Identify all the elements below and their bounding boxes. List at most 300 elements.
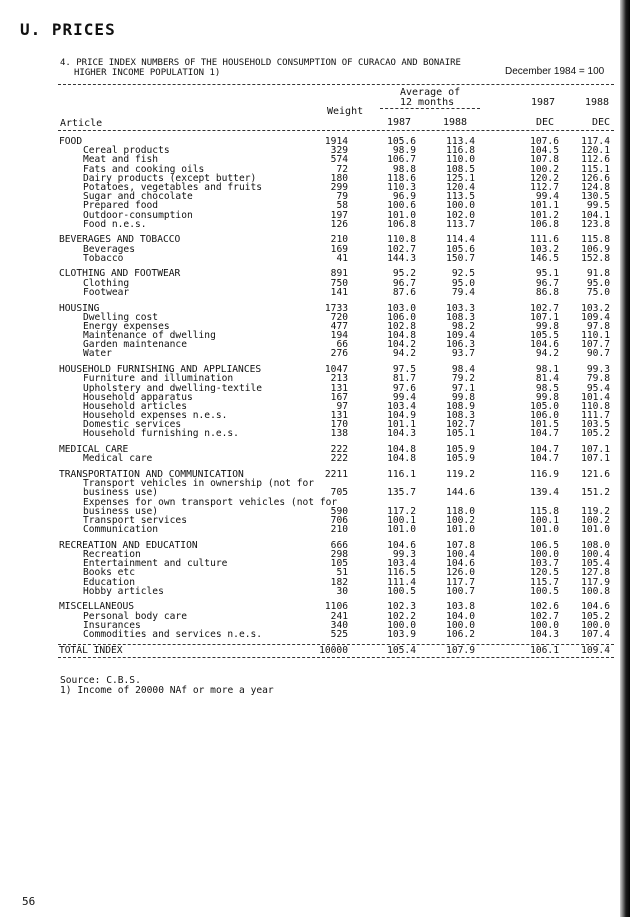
cell-weight: 97 [336, 400, 348, 412]
cell-dec87: 102.7 [530, 302, 559, 314]
row-label: Medical care [83, 453, 153, 465]
row-label: RECREATION AND EDUCATION [59, 539, 198, 551]
cell-avg87: 103.4 [387, 558, 416, 570]
cell-dec87: 105.5 [530, 330, 559, 342]
cell-dec87: 103.2 [530, 243, 559, 255]
cell-avg88: 118.0 [446, 505, 475, 517]
row-label: Books etc [83, 567, 135, 579]
cell-avg88: 126.0 [446, 567, 475, 579]
cell-avg87: 94.2 [392, 348, 416, 360]
cell-dec88: 95.0 [586, 277, 610, 289]
cell-avg87: 106.7 [387, 154, 416, 166]
cell-avg88: 113.4 [446, 136, 475, 147]
cell-weight: 72 [336, 163, 348, 175]
cell-avg87: 105.6 [387, 136, 416, 147]
cell-dec88: 97.8 [586, 320, 610, 332]
cell-avg87: 116.5 [387, 567, 416, 579]
header-top-rule [58, 84, 614, 85]
cell-avg88: 104.6 [446, 558, 475, 570]
cell-dec87: 100.2 [530, 163, 559, 175]
cell-avg88: 125.1 [446, 172, 475, 184]
table-row [0, 220, 630, 229]
cell-dec87: 139.4 [530, 487, 559, 499]
cell-avg87: 100.5 [387, 585, 416, 597]
row-label: business use) [83, 505, 159, 517]
row-label: HOUSING [59, 302, 100, 314]
cell-avg88: 103.8 [446, 601, 475, 613]
row-label: Transport vehicles in ownership (not for [83, 478, 315, 490]
cell-avg87: 104.3 [387, 428, 416, 440]
cell-avg88: 98.4 [451, 364, 475, 376]
row-label: Maintenance of dwelling [83, 330, 216, 342]
cell-avg88: 97.1 [451, 382, 475, 394]
cell-avg87: 103.4 [387, 400, 416, 412]
row-label: Commodities and services n.e.s. [83, 629, 263, 640]
cell-dec87: 95.1 [535, 268, 559, 280]
row-label: Food n.e.s. [83, 218, 147, 230]
cell-dec88: 75.0 [586, 286, 610, 298]
cell-avg88: 113.5 [446, 191, 475, 203]
cell-avg87: 103.9 [387, 629, 416, 640]
row-label: Household articles [83, 400, 187, 412]
cell-dec88: 117.9 [581, 576, 610, 588]
header-article: Article [60, 118, 103, 129]
cell-dec87: 104.7 [530, 428, 559, 440]
cell-dec88: 107.1 [581, 453, 610, 465]
row-label: Expenses for own transport vehicles (not for [83, 496, 338, 508]
cell-weight: 298 [330, 549, 348, 560]
cell-avg87: 116.1 [387, 469, 416, 480]
footnote: 1) Income of 20000 NAf or more a year [60, 685, 274, 696]
cell-dec87: 115.8 [530, 505, 559, 517]
cell-dec87: 106.5 [530, 539, 559, 551]
row-label: Recreation [83, 549, 141, 560]
table-row [0, 349, 630, 358]
cell-dec88: 101.0 [581, 524, 610, 536]
header-bottom-rule [58, 130, 614, 131]
row-label: TRANSPORTATION AND COMMUNICATION [59, 469, 244, 480]
row-label: business use) [83, 487, 159, 499]
cell-avg87: 102.7 [387, 243, 416, 255]
table-title-line2: HIGHER INCOME POPULATION 1) [74, 68, 221, 78]
cell-dec88: 105.4 [581, 558, 610, 570]
row-label: Transport services [83, 514, 187, 526]
cell-avg87: 110.3 [387, 181, 416, 193]
row-label: Energy expenses [83, 320, 170, 332]
cell-dec87: 101.2 [530, 209, 559, 221]
cell-avg87: 103.0 [387, 302, 416, 314]
cell-weight: 138 [330, 428, 348, 440]
cell-dec88: 112.6 [581, 154, 610, 166]
cell-weight: 194 [330, 330, 348, 342]
row-label: HOUSEHOLD FURNISHING AND APPLIANCES [59, 364, 262, 376]
cell-weight: 222 [330, 453, 348, 465]
cell-weight: 1914 [324, 136, 348, 147]
row-label: TOTAL INDEX [59, 644, 123, 656]
row-label: Cereal products [83, 145, 170, 157]
cell-avg88: 120.4 [446, 181, 475, 193]
cell-weight: 720 [330, 311, 348, 323]
row-label: Prepared food [83, 200, 159, 212]
cell-dec88: 105.2 [581, 428, 610, 440]
cell-dec87: 106.1 [530, 644, 559, 656]
cell-weight: 167 [330, 391, 348, 403]
row-label: Fats and cooking oils [83, 163, 205, 175]
cell-dec88: 100.2 [581, 514, 610, 526]
cell-dec88: 106.9 [581, 243, 610, 255]
cell-dec88: 91.8 [586, 268, 610, 280]
cell-avg87: 96.7 [392, 277, 416, 289]
cell-dec88: 115.8 [581, 234, 610, 246]
cell-avg88: 144.6 [446, 487, 475, 499]
cell-dec88: 151.2 [581, 487, 610, 499]
cell-avg88: 108.5 [446, 163, 475, 175]
cell-weight: 210 [330, 234, 348, 246]
cell-dec88: 104.1 [581, 209, 610, 221]
row-label: Meat and fish [83, 154, 159, 166]
cell-weight: 141 [330, 286, 348, 298]
cell-weight: 750 [330, 277, 348, 289]
cell-avg87: 95.2 [392, 268, 416, 280]
cell-dec87: 107.8 [530, 154, 559, 166]
base-period: December 1984 = 100 [505, 66, 605, 77]
cell-avg88: 103.3 [446, 302, 475, 314]
row-label: Beverages [83, 243, 135, 255]
header-1988: 1988 [585, 97, 610, 108]
cell-avg88: 98.2 [451, 320, 475, 332]
cell-avg87: 104.8 [387, 453, 416, 465]
table-row [0, 587, 630, 596]
page-number: 56 [22, 895, 36, 908]
cell-weight: 169 [330, 243, 348, 255]
cell-weight: 891 [330, 268, 348, 280]
total-rule [58, 644, 614, 645]
cell-dec87: 99.8 [535, 320, 559, 332]
cell-dec87: 104.7 [530, 453, 559, 465]
row-label: BEVERAGES AND TOBACCO [59, 234, 181, 246]
cell-avg87: 106.0 [387, 311, 416, 323]
cell-weight: 2211 [324, 469, 348, 480]
cell-avg88: 100.2 [446, 514, 475, 526]
cell-weight: 525 [330, 629, 348, 640]
cell-avg88: 150.7 [446, 252, 475, 264]
section-title: U. PRICES [20, 20, 116, 39]
cell-weight: 105 [330, 558, 348, 570]
cell-weight: 170 [330, 419, 348, 431]
row-label: Insurances [83, 619, 141, 631]
cell-dec87: 99.8 [535, 391, 559, 403]
cell-dec87: 94.2 [535, 348, 559, 360]
row-label: Dairy products (except butter) [83, 172, 257, 184]
cell-dec87: 100.0 [530, 619, 559, 631]
cell-dec87: 103.7 [530, 558, 559, 570]
cell-dec88: 109.4 [581, 311, 610, 323]
cell-dec88: 119.2 [581, 505, 610, 517]
cell-avg87: 105.4 [387, 644, 416, 656]
cell-dec87: 100.5 [530, 585, 559, 597]
cell-weight: 477 [330, 320, 348, 332]
cell-dec88: 126.6 [581, 172, 610, 184]
cell-avg87: 104.2 [387, 339, 416, 351]
cell-avg88: 114.4 [446, 234, 475, 246]
cell-dec88: 120.1 [581, 145, 610, 157]
cell-dec87: 104.7 [530, 444, 559, 456]
table-title-line1: 4. PRICE INDEX NUMBERS OF THE HOUSEHOLD CONSUMPTION OF CURACAO AND BONAIRE [60, 58, 461, 68]
cell-avg88: 102.7 [446, 419, 475, 431]
cell-avg87: 99.4 [392, 391, 416, 403]
row-label: MISCELLANEOUS [59, 601, 135, 613]
cell-dec87: 105.0 [530, 400, 559, 412]
header-average-line2: 12 months [400, 97, 455, 108]
cell-weight: 210 [330, 524, 348, 536]
cell-dec87: 100.0 [530, 549, 559, 560]
row-label: Domestic services [83, 419, 182, 431]
cell-dec88: 124.8 [581, 181, 610, 193]
cell-dec87: 101.0 [530, 524, 559, 536]
cell-dec87: 116.9 [530, 469, 559, 480]
cell-weight: 706 [330, 514, 348, 526]
cell-weight: 79 [336, 191, 348, 203]
cell-avg88: 95.0 [451, 277, 475, 289]
cell-weight: 182 [330, 576, 348, 588]
cell-avg87: 100.0 [387, 619, 416, 631]
cell-avg88: 99.8 [451, 391, 475, 403]
cell-avg87: 81.7 [392, 373, 416, 385]
cell-avg88: 108.3 [446, 311, 475, 323]
table-row [0, 454, 630, 463]
row-label: Clothing [83, 277, 130, 289]
row-label: Communication [83, 524, 159, 536]
cell-dec88: 107.7 [581, 339, 610, 351]
cell-avg88: 109.4 [446, 330, 475, 342]
cell-avg88: 105.9 [446, 453, 475, 465]
cell-dec88: 111.7 [581, 410, 610, 422]
cell-avg87: 144.3 [387, 252, 416, 264]
cell-avg87: 102.2 [387, 610, 416, 622]
cell-weight: 1106 [324, 601, 348, 613]
header-weight: Weight [327, 106, 364, 117]
row-label: Household furnishing n.e.s. [83, 428, 239, 440]
cell-avg87: 104.8 [387, 444, 416, 456]
cell-avg88: 108.9 [446, 400, 475, 412]
cell-avg88: 100.4 [446, 549, 475, 560]
cell-dec88: 127.8 [581, 567, 610, 579]
cell-weight: 329 [330, 145, 348, 157]
table-row [0, 630, 630, 639]
cell-avg88: 110.0 [446, 154, 475, 166]
cell-avg87: 118.6 [387, 172, 416, 184]
cell-avg87: 104.6 [387, 539, 416, 551]
cell-dec87: 115.7 [530, 576, 559, 588]
cell-dec87: 106.0 [530, 410, 559, 422]
cell-avg87: 100.6 [387, 200, 416, 212]
cell-avg88: 92.5 [451, 268, 475, 280]
row-label: Garden maintenance [83, 339, 187, 351]
cell-weight: 10000 [319, 644, 348, 656]
cell-avg87: 101.1 [387, 419, 416, 431]
cell-avg88: 100.0 [446, 200, 475, 212]
cell-dec88: 103.2 [581, 302, 610, 314]
cell-dec87: 146.5 [530, 252, 559, 264]
cell-avg87: 101.0 [387, 524, 416, 536]
cell-avg87: 101.0 [387, 209, 416, 221]
cell-dec87: 120.5 [530, 567, 559, 579]
cell-dec88: 105.2 [581, 610, 610, 622]
cell-avg87: 97.5 [392, 364, 416, 376]
cell-avg87: 102.8 [387, 320, 416, 332]
row-label: CLOTHING AND FOOTWEAR [59, 268, 181, 280]
cell-weight: 276 [330, 348, 348, 360]
table-bottom-rule [58, 657, 614, 658]
cell-weight: 340 [330, 619, 348, 631]
header-avg-1988: 1988 [443, 117, 468, 128]
cell-avg87: 135.7 [387, 487, 416, 499]
row-label: Upholstery and dwelling-textile [83, 382, 263, 394]
cell-dec87: 101.1 [530, 200, 559, 212]
header-dec-1987: DEC [536, 117, 555, 128]
cell-weight: 666 [330, 539, 348, 551]
table-row [0, 288, 630, 297]
table-row [0, 525, 630, 534]
cell-avg88: 113.7 [446, 218, 475, 230]
cell-dec87: 86.8 [535, 286, 559, 298]
cell-avg87: 87.6 [392, 286, 416, 298]
cell-dec88: 103.5 [581, 419, 610, 431]
cell-avg88: 107.9 [446, 644, 475, 656]
cell-avg87: 102.3 [387, 601, 416, 613]
cell-weight: 222 [330, 444, 348, 456]
cell-dec88: 100.4 [581, 549, 610, 560]
header-average-rule [380, 108, 480, 109]
cell-dec88: 100.8 [581, 585, 610, 597]
cell-dec88: 104.6 [581, 601, 610, 613]
cell-avg88: 102.0 [446, 209, 475, 221]
cell-avg88: 106.2 [446, 629, 475, 640]
cell-avg88: 105.9 [446, 444, 475, 456]
cell-avg87: 99.3 [392, 549, 416, 560]
cell-avg87: 104.9 [387, 410, 416, 422]
cell-avg88: 100.0 [446, 619, 475, 631]
row-label: Household apparatus [83, 391, 193, 403]
cell-avg88: 93.7 [451, 348, 475, 360]
cell-weight: 213 [330, 373, 348, 385]
cell-weight: 241 [330, 610, 348, 622]
cell-dec88: 101.4 [581, 391, 610, 403]
cell-dec88: 95.4 [586, 382, 610, 394]
cell-dec87: 104.5 [530, 145, 559, 157]
row-label: Potatoes, vegetables and fruits [83, 181, 263, 193]
cell-weight: 58 [336, 200, 348, 212]
cell-weight: 51 [336, 567, 348, 579]
cell-dec88: 110.8 [581, 400, 610, 412]
row-label: Personal body care [83, 610, 187, 622]
header-dec-1988: DEC [592, 117, 611, 128]
cell-dec88: 117.4 [581, 136, 610, 147]
cell-avg87: 117.2 [387, 505, 416, 517]
row-label: Water [83, 348, 112, 360]
cell-dec87: 120.2 [530, 172, 559, 184]
row-label: Education [83, 576, 135, 588]
cell-dec87: 104.3 [530, 629, 559, 640]
row-label: Outdoor-consumption [83, 209, 193, 221]
cell-dec88: 79.8 [586, 373, 610, 385]
table-row [0, 254, 630, 263]
row-label: Furniture and illumination [83, 373, 234, 385]
total-row [0, 646, 630, 655]
cell-dec88: 90.7 [586, 348, 610, 360]
cell-dec87: 100.1 [530, 514, 559, 526]
cell-avg87: 110.8 [387, 234, 416, 246]
cell-dec87: 98.5 [535, 382, 559, 394]
cell-avg87: 111.4 [387, 576, 416, 588]
cell-dec87: 96.7 [535, 277, 559, 289]
cell-dec87: 104.6 [530, 339, 559, 351]
cell-dec88: 121.6 [581, 469, 610, 480]
cell-weight: 66 [336, 339, 348, 351]
cell-avg88: 107.8 [446, 539, 475, 551]
cell-avg88: 104.0 [446, 610, 475, 622]
row-label: Entertainment and culture [83, 558, 228, 570]
row-label: Tobacco [83, 252, 124, 264]
header-1987: 1987 [531, 97, 556, 108]
row-label: Sugar and chocolate [83, 191, 193, 203]
cell-weight: 299 [330, 181, 348, 193]
cell-avg87: 98.8 [392, 163, 416, 175]
cell-dec87: 112.7 [530, 181, 559, 193]
row-label: Dwelling cost [83, 311, 159, 323]
cell-weight: 30 [336, 585, 348, 597]
cell-dec87: 102.7 [530, 610, 559, 622]
cell-dec88: 100.0 [581, 619, 610, 631]
cell-dec87: 107.1 [530, 311, 559, 323]
cell-avg88: 117.7 [446, 576, 475, 588]
cell-avg88: 105.6 [446, 243, 475, 255]
cell-avg88: 108.3 [446, 410, 475, 422]
header-average-line1: Average of [400, 87, 461, 98]
row-label: Household expenses n.e.s. [83, 410, 228, 422]
cell-dec88: 130.5 [581, 191, 610, 203]
cell-weight: 590 [330, 505, 348, 517]
cell-avg87: 100.1 [387, 514, 416, 526]
cell-weight: 180 [330, 172, 348, 184]
cell-dec87: 101.5 [530, 419, 559, 431]
cell-dec87: 81.4 [535, 373, 559, 385]
cell-avg87: 96.9 [392, 191, 416, 203]
cell-avg87: 106.8 [387, 218, 416, 230]
cell-dec88: 123.8 [581, 218, 610, 230]
cell-dec87: 98.1 [535, 364, 559, 376]
cell-dec87: 99.4 [535, 191, 559, 203]
cell-weight: 1047 [324, 364, 348, 376]
cell-dec87: 106.8 [530, 218, 559, 230]
cell-avg88: 116.8 [446, 145, 475, 157]
cell-weight: 705 [330, 487, 348, 499]
cell-avg88: 105.1 [446, 428, 475, 440]
cell-weight: 1733 [324, 302, 348, 314]
cell-dec88: 109.4 [581, 644, 610, 656]
cell-weight: 131 [330, 410, 348, 422]
cell-dec87: 107.6 [530, 136, 559, 147]
cell-dec88: 115.1 [581, 163, 610, 175]
cell-avg88: 100.7 [446, 585, 475, 597]
table-row [0, 429, 630, 438]
cell-dec88: 110.1 [581, 330, 610, 342]
cell-avg88: 101.0 [446, 524, 475, 536]
cell-weight: 41 [336, 252, 348, 264]
cell-weight: 197 [330, 209, 348, 221]
cell-dec87: 111.6 [530, 234, 559, 246]
price-index-table-body [0, 137, 630, 655]
